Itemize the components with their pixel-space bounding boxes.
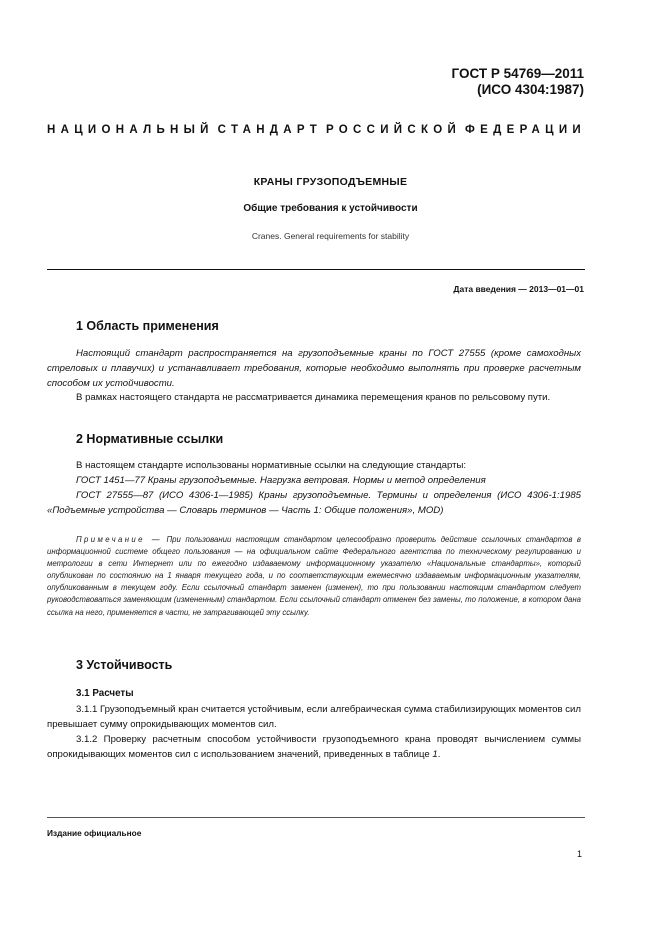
clause-3-1-2-end: .: [437, 748, 441, 760]
official-edition-label: Издание официальное: [47, 828, 142, 838]
note-label: Примечание —: [76, 535, 162, 544]
banner-word: ФЕДЕРАЦИИ: [465, 124, 586, 136]
document-title: КРАНЫ ГРУЗОПОДЪЕМНЫЕ: [253, 176, 408, 188]
gost-identifier: [452, 66, 584, 98]
section-1-paragraph-2: В рамках настоящего стандарта не рассматривается динамика перемещения кранов по рельсовому пути.: [76, 392, 551, 403]
title-divider: [47, 269, 585, 270]
gost-number: ГОСТ Р 54769—2011: [451, 66, 584, 81]
reference-gost-27555: ГОСТ 27555—87 (ИСО 4306-1—1985) Краны грузоподъемные. Термины и определения (ИСО 4306-1:1985 «Подъемные устройства — Словарь терминов — Часть 1: Общие положения», MOD): [47, 490, 581, 516]
section-2-heading: 2 Нормативные ссылки: [76, 432, 224, 446]
reference-gost-1451: ГОСТ 1451—77 Краны грузоподъемные. Нагрузка ветровая. Нормы и метод определения: [76, 475, 486, 486]
document-subtitle: Общие требования к устойчивости: [243, 203, 418, 214]
clause-3-1-2: [47, 733, 581, 763]
table-reference: 1: [432, 748, 438, 760]
section-1-heading: 1 Область применения: [76, 319, 219, 333]
section-3-heading: 3 Устойчивость: [76, 658, 173, 672]
banner-word: РОССИЙСКОЙ: [325, 124, 462, 136]
english-title: Cranes. General requirements for stability: [251, 231, 410, 241]
banner-word: НАЦИОНАЛЬНЫЙ: [47, 124, 214, 136]
note-text: При пользовании настоящим стандартом целесообразно проверить действие ссылочных стандартов в информационной системе общего пользования — на официальном сайте Федерального агентства по техническому регулированию и метрологии в сети Интернет или по ежегодно издаваемому информационному указателю «Национальные стандарты», который опубликован по состоянию на 1 января текущего года, и по соответствующим ежемесячно издаваемым информационным указателям, опубликованным в текущем году. Если ссылочный стандарт заменен (изменен), то при пользовании настоящим стандартом следует руководствоваться заменяющим (измененным) стандартом. Если ссылочный стандарт отменен без замены, то положение, в котором дана ссылка на него, применяется в части, не затрагивающей эту ссылку.: [47, 535, 582, 617]
clause-3-1-2-text: 3.1.2 Проверку расчетным способом устойчивости грузоподъемного крана проводят вычислением суммы опрокидывающих моментов сил с использованием значений, приведенных в таблице: [47, 734, 581, 760]
banner-word: СТАНДАРТ: [217, 124, 323, 136]
references-intro: В настоящем стандарте использованы нормативные ссылки на следующие стандарты:: [76, 460, 467, 471]
page-number: 1: [576, 849, 582, 859]
section-1-paragraph-1: Настоящий стандарт распространяется на грузоподъемные краны по ГОСТ 27555 (кроме самоходных стреловых и плавучих) и устанавливает требования, которые необходимо выполнять при проверке расчетным способом их устойчивости.: [47, 348, 581, 389]
clause-3-1-1: 3.1.1 Грузоподъемный кран считается устойчивым, если алгебраическая сумма стабилизирующих моментов сил превышает сумму опрокидывающих моментов сил.: [47, 704, 581, 730]
footer-divider: [47, 817, 585, 818]
subsection-3-1-heading: 3.1 Расчеты: [76, 688, 134, 699]
iso-number: (ИСО 4304:1987): [477, 82, 584, 97]
introduction-date: Дата введения — 2013—01—01: [453, 284, 584, 294]
national-standard-banner: [47, 124, 586, 136]
references-note: [47, 534, 581, 619]
